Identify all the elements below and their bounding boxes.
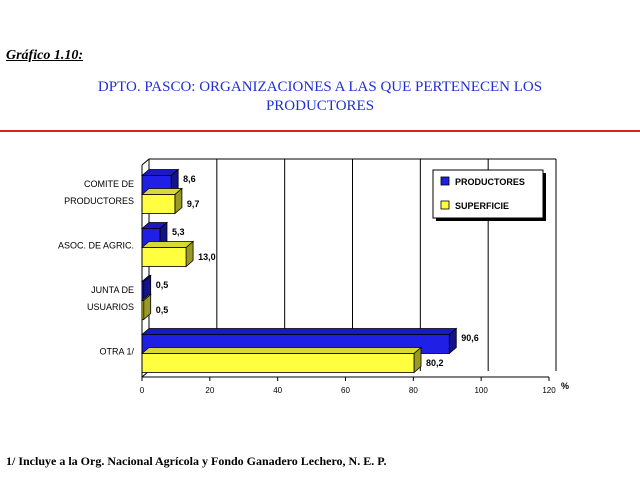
value-label-0-1: 5,3 xyxy=(171,227,185,237)
category-label-0-1: PRODUCTORES xyxy=(64,196,134,206)
x-axis-label: % xyxy=(560,381,570,391)
value-label-0-3: 90,6 xyxy=(461,333,479,343)
x-tick-label-4: 80 xyxy=(408,386,418,395)
bar-top-1-1 xyxy=(142,242,193,248)
bar-top-0-3 xyxy=(142,329,456,335)
axis-depth-top xyxy=(142,159,149,165)
figure-label: Gráfico 1.10: xyxy=(6,48,83,63)
footnote: 1/ Incluye a la Org. Nacional Agrícola y Fondo Ganadero Lechero, N. E. P. xyxy=(6,454,387,468)
bar-1-3 xyxy=(142,354,414,373)
title-line-2: PRODUCTORES xyxy=(265,98,375,114)
bar-1-0 xyxy=(142,195,175,214)
bar-chart xyxy=(0,150,640,410)
category-label-3-0: OTRA 1/ xyxy=(99,346,134,357)
legend-label-0: PRODUCTORES xyxy=(455,177,525,187)
x-tick-label-1: 20 xyxy=(205,386,215,395)
category-label-2-0: JUNTA DE xyxy=(91,285,134,295)
value-label-1-1: 13,0 xyxy=(198,252,216,262)
legend-label-1: SUPERFICIE xyxy=(455,201,510,211)
category-label-1-0: ASOC. DE AGRIC. xyxy=(57,240,134,251)
bar-1-1 xyxy=(142,248,186,267)
chart-title xyxy=(0,78,640,116)
value-label-0-0: 8,6 xyxy=(183,174,196,184)
category-label-0-0: COMITE DE xyxy=(83,179,134,189)
title-line-1: DPTO. PASCO: ORGANIZACIONES A LAS QUE PERTENECEN LOS xyxy=(97,79,543,95)
x-tick-label-6: 120 xyxy=(542,386,556,395)
x-tick-label-5: 100 xyxy=(474,386,488,395)
legend-swatch-0 xyxy=(441,177,449,185)
value-label-0-2: 0,5 xyxy=(155,280,169,290)
red-divider xyxy=(0,130,640,132)
value-label-1-3: 80,2 xyxy=(426,358,444,368)
x-tick-label-2: 40 xyxy=(273,386,283,395)
category-label-2-1: USUARIOS xyxy=(86,302,134,312)
legend-swatch-1 xyxy=(441,201,449,209)
x-tick-label-3: 60 xyxy=(341,386,350,395)
value-label-1-2: 0,5 xyxy=(155,305,169,315)
bar-top-1-3 xyxy=(142,348,421,354)
x-tick-label-0: 0 xyxy=(139,386,145,395)
value-label-1-0: 9,7 xyxy=(186,199,200,209)
